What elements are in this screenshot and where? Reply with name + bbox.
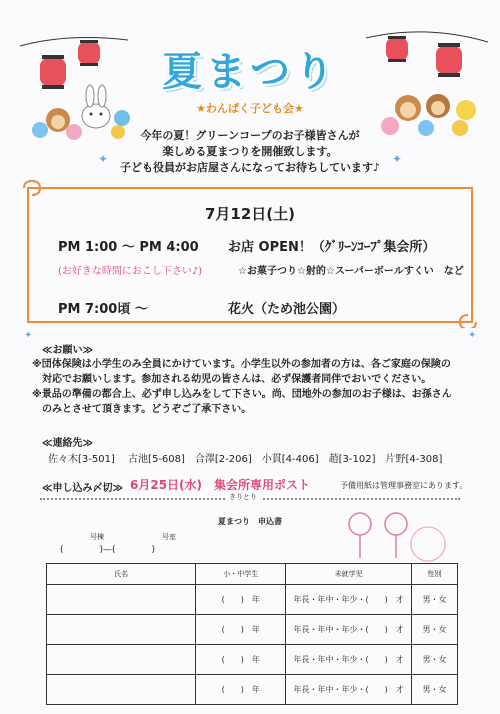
star-icon: ✦ [468, 330, 477, 341]
header-sex: 性別 [412, 564, 458, 585]
name-field[interactable] [47, 675, 196, 705]
application-form-table [46, 563, 458, 705]
table-row [47, 615, 458, 645]
deadline-value: 6月25日(水) 集会所専用ポスト [130, 478, 311, 492]
name-field[interactable] [47, 615, 196, 645]
table-row [47, 645, 458, 675]
star-icon: ✦ [392, 152, 403, 166]
intro-line: 子ども役員がお店屋さんになってお待ちしています♪ [119, 161, 381, 174]
table-row [47, 675, 458, 705]
sex-field[interactable]: 男・女 [412, 645, 458, 675]
star-icon: ✦ [98, 152, 109, 166]
request-line: ※団体保険は小学生のみ全員にかけています。小学生以外の参加者の方は、各ご家庭の保険の [32, 359, 451, 370]
grade-field[interactable]: ( ) 年 [196, 645, 286, 675]
header-preschool: 未就学児 [286, 564, 412, 585]
intro-line: 今年の夏！グリーンコープのお子様皆さんが [140, 129, 360, 142]
event-note: (お好きな時間におこし下さい♪) [58, 266, 203, 277]
grade-field[interactable]: ( ) 年 [196, 585, 286, 615]
age-field[interactable]: 年長・年中・年少・( ) 才 [286, 645, 412, 675]
request-line: のみとさせて頂きます。どうぞご了承下さい。 [32, 404, 252, 415]
form-header-row [47, 564, 458, 585]
sex-field[interactable]: 男・女 [412, 585, 458, 615]
address-field[interactable]: ( )—( ) [60, 545, 156, 555]
star-icon: ✦ [24, 330, 33, 341]
page-subtitle: ★わんぱく子ども会★ [196, 102, 304, 115]
sex-field[interactable]: 男・女 [412, 675, 458, 705]
deadline-note: 予備用紙は管理事務室にあります。 [340, 481, 468, 490]
request-line: 対応でお願いします。参加される幼児の皆さんは、必ず保護者同伴でおいでください。 [32, 374, 432, 385]
request-text [32, 357, 452, 417]
cut-label: きりとり [225, 492, 261, 502]
page-title: 夏まつり [162, 49, 338, 95]
intro-text [0, 128, 500, 176]
event-place-2: 花火（ため池公園） [228, 302, 346, 317]
age-field[interactable]: 年長・年中・年少・( ) 才 [286, 675, 412, 705]
deadline-label: ≪申し込み〆切≫ [42, 483, 123, 494]
header-grade: 小・中学生 [196, 564, 286, 585]
event-time-1: PM 1:00 〜 PM 4:00 [58, 240, 199, 255]
contacts-heading: ≪連絡先≫ [42, 438, 93, 449]
age-field[interactable]: 年長・年中・年少・( ) 才 [286, 585, 412, 615]
sex-field[interactable]: 男・女 [412, 615, 458, 645]
room-label: 号室 [162, 533, 176, 541]
request-heading: ≪お願い≫ [42, 345, 93, 356]
event-place-1: お店 OPEN！（ｸﾞﾘｰﾝｺｰﾌﾟ集会所） [228, 240, 436, 255]
event-time-2: PM 7:00頃 〜 [58, 302, 148, 317]
name-field[interactable] [47, 585, 196, 615]
intro-line: 楽しめる夏まつりを開催致します。 [162, 145, 338, 158]
contacts-list: 佐々木[3-501] 古池[5-608] 合澤[2-206] 小貫[4-406] 趙[3-102] 片野[4-308] [48, 454, 443, 465]
name-field[interactable] [47, 645, 196, 675]
event-items: ☆お菓子つり☆射的☆スーパーボールすくい など [238, 266, 464, 277]
age-field[interactable]: 年長・年中・年少・( ) 才 [286, 615, 412, 645]
grade-field[interactable]: ( ) 年 [196, 615, 286, 645]
building-label: 号棟 [90, 533, 104, 541]
form-title: 夏まつり 申込書 [218, 517, 282, 526]
event-date: 7月12日(土) [204, 205, 296, 223]
seal-stamp [338, 506, 458, 566]
grade-field[interactable]: ( ) 年 [196, 675, 286, 705]
header-name: 氏名 [47, 564, 196, 585]
table-row [47, 585, 458, 615]
request-line: ※景品の準備の都合上、必ず申し込みをして下さい。尚、団地外の参加のお子様は、お孫さん [32, 389, 452, 400]
